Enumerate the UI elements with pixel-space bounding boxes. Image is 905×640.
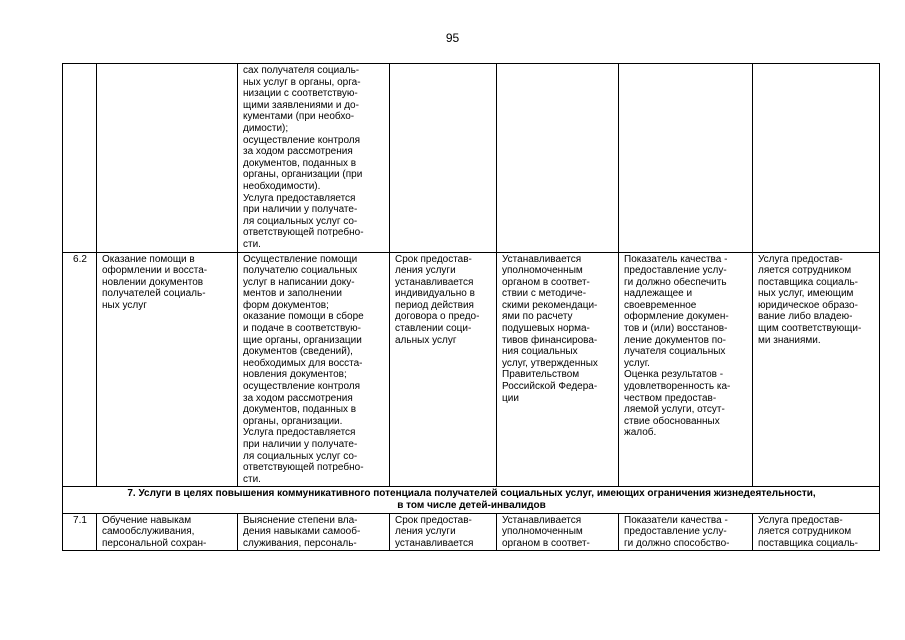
text-line: чеством предостав-	[624, 392, 717, 404]
text-line: сах получателя социаль-	[243, 65, 360, 76]
text-line: оформление докумен-	[624, 311, 729, 323]
service-conditions-cell	[753, 252, 880, 487]
text-line: органом в соответ-	[502, 537, 590, 549]
section-heading-lines	[68, 488, 875, 511]
service-norm-cell	[497, 64, 619, 253]
service-conditions-lines	[758, 254, 875, 347]
text-line: уполномоченным	[502, 265, 583, 277]
text-line: оформлении и восста-	[102, 265, 208, 277]
text-line: тивов финансирова-	[502, 334, 598, 346]
text-line: органы, организации.	[243, 415, 343, 427]
text-line: осуществление контроля	[243, 134, 361, 146]
table-row-6-2	[63, 252, 880, 487]
text-line: договора о предо-	[395, 311, 480, 323]
text-line: ных услуг	[102, 299, 147, 311]
text-line: ля социальных услуг со-	[243, 215, 358, 227]
text-line: ответствующей потребно-	[243, 227, 364, 239]
text-line: услуг, утвержденных	[502, 357, 598, 369]
text-line: устанавливается	[395, 276, 474, 288]
service-conditions-cell	[753, 64, 880, 253]
text-line: поставщика социаль-	[758, 537, 858, 549]
text-line: при наличии у получате-	[243, 439, 358, 450]
text-line: Устанавливается	[502, 253, 582, 265]
text-line: индивидуально в	[395, 288, 475, 300]
text-line: Показатели качества -	[624, 514, 728, 526]
section-heading-row	[63, 487, 880, 513]
text-line: оказание помощи в сборе	[243, 311, 364, 323]
text-line: документов, поданных в	[243, 157, 357, 169]
text-line: ции	[502, 392, 519, 404]
text-line: в том числе детей-инвалидов	[397, 499, 546, 511]
text-line: димости);	[243, 122, 289, 134]
text-line: и подаче в соответствую-	[243, 323, 361, 335]
text-line: дения навыками самооб-	[243, 526, 361, 538]
service-quality-lines	[624, 515, 748, 549]
text-line: ляется сотрудником	[758, 526, 852, 538]
text-line: 7. Услуги в целях повышения коммуникативного потенциала получателей социальных услуг, имеющих ограничения жизнедеятельности,	[127, 488, 816, 500]
service-conditions-lines	[758, 515, 875, 549]
text-line: Оценка результатов -	[624, 369, 724, 381]
service-name-cell	[97, 64, 238, 253]
text-line: новления документов;	[243, 369, 347, 381]
text-line: ствие обоснованных	[624, 415, 720, 427]
text-line: удовлетворенность ка-	[624, 381, 731, 393]
service-name-lines	[102, 254, 233, 312]
text-line: Осуществление помощи	[243, 253, 358, 265]
text-line: ных услуг в органы, орга-	[243, 76, 361, 88]
text-line: скими рекомендаци-	[502, 299, 598, 311]
text-line: ствии с методиче-	[502, 288, 587, 300]
text-line: при наличии у получате-	[243, 204, 358, 216]
text-line: ями по расчету	[502, 311, 573, 323]
text-line: Услуга предоставляется	[243, 427, 356, 439]
services-table	[62, 63, 880, 551]
text-line: уполномоченным	[502, 526, 583, 538]
text-line: документов (сведений),	[243, 346, 353, 358]
text-line: ления услуги	[395, 265, 456, 277]
text-line: низации с соответствую-	[243, 88, 358, 100]
text-line: Обучение навыкам	[102, 514, 192, 526]
section-heading	[63, 487, 880, 513]
text-line: необходимости).	[243, 180, 321, 192]
service-quality-lines	[624, 254, 748, 440]
service-description-lines	[243, 254, 385, 486]
text-line: за ходом рассмотрения	[243, 392, 353, 404]
page-number: 95	[445, 31, 460, 45]
text-line: форм документов;	[243, 299, 329, 311]
text-line: тов и (или) восстанов-	[624, 323, 728, 335]
service-norm-cell	[497, 513, 619, 550]
text-line: органом в соответ-	[502, 276, 590, 288]
service-description-lines	[243, 65, 385, 251]
text-line: альных услуг	[395, 334, 457, 346]
text-line: подушевых норма-	[502, 323, 590, 335]
text-line: услуг в написании доку-	[243, 276, 355, 288]
text-line: ляемой услуги, отсут-	[624, 404, 725, 416]
text-line: сти.	[243, 473, 261, 485]
text-line: вание либо владею-	[758, 311, 853, 323]
text-line: кументами (при необхо-	[243, 111, 355, 123]
text-line: Показатель качества -	[624, 253, 728, 265]
text-line: устанавливается	[395, 537, 474, 549]
text-line: Срок предостав-	[395, 514, 472, 526]
text-line: персональной сохран-	[102, 537, 207, 549]
text-line: предоставление услу-	[624, 526, 727, 538]
text-line: надлежащее и	[624, 288, 693, 300]
text-line: жалоб.	[624, 427, 657, 439]
text-line: ставлении соци-	[395, 323, 472, 335]
text-line: получателей социаль-	[102, 288, 206, 300]
table-row-continuation	[63, 64, 880, 253]
text-line: ответствующей потребно-	[243, 462, 364, 474]
text-line: самообслуживания,	[102, 526, 195, 538]
service-quality-cell	[619, 513, 753, 550]
service-term-lines	[395, 515, 492, 549]
text-line: предоставление услу-	[624, 265, 727, 277]
service-term-cell	[390, 64, 497, 253]
text-line: за ходом рассмотрения	[243, 146, 353, 158]
text-line: своевременное	[624, 299, 697, 311]
text-line: получателю социальных	[243, 265, 358, 277]
text-line: ления услуги	[395, 526, 456, 538]
service-term-cell	[390, 252, 497, 487]
text-line: щими заявлениями и до-	[243, 99, 359, 111]
text-line: ляется сотрудником	[758, 265, 852, 277]
text-line: ля социальных услуг со-	[243, 450, 358, 462]
text-line: сти.	[243, 238, 261, 250]
text-line: Российской Федера-	[502, 381, 598, 393]
text-line: ление документов по-	[624, 334, 727, 346]
text-line: ми знаниями.	[758, 334, 821, 346]
row-number-cell: 7.1	[63, 513, 97, 550]
text-line: поставщика социаль-	[758, 276, 858, 288]
service-term-cell	[390, 513, 497, 550]
text-line: необходимых для восста-	[243, 357, 363, 369]
text-line: Оказание помощи в	[102, 253, 195, 265]
service-name-cell	[97, 513, 238, 550]
service-norm-cell	[497, 252, 619, 487]
service-quality-cell	[619, 64, 753, 253]
service-quality-cell	[619, 252, 753, 487]
service-norm-lines	[502, 254, 614, 405]
text-line: Услуга предостав-	[758, 514, 843, 526]
service-description-cell	[238, 513, 390, 550]
service-conditions-cell	[753, 513, 880, 550]
text-line: осуществление контроля	[243, 381, 361, 393]
text-line: служивания, персональ-	[243, 537, 357, 549]
service-name-cell	[97, 252, 238, 487]
text-line: ментов и заполнении	[243, 288, 342, 300]
service-term-lines	[395, 254, 492, 347]
text-line: ния социальных	[502, 346, 578, 358]
text-line: органы, организации (при	[243, 169, 363, 181]
text-line: ги должно способство-	[624, 537, 730, 549]
service-description-cell	[238, 64, 390, 253]
text-line: Выяснение степени вла-	[243, 514, 358, 526]
table-row-7-1	[63, 513, 880, 550]
row-number-cell: 6.2	[63, 252, 97, 487]
text-line: юридическое образо-	[758, 299, 858, 311]
text-line: Услуга предостав-	[758, 253, 843, 265]
text-line: Услуга предоставляется	[243, 192, 356, 204]
text-line: щим соответствующи-	[758, 323, 862, 335]
text-line: ги должно обеспечить	[624, 276, 727, 288]
text-line: лучателя социальных	[624, 346, 726, 358]
text-line: Правительством	[502, 369, 580, 381]
text-line: документов, поданных в	[243, 404, 357, 416]
text-line: Устанавливается	[502, 514, 582, 526]
text-line: услуг.	[624, 357, 650, 369]
service-description-cell	[238, 252, 390, 487]
service-norm-lines	[502, 515, 614, 549]
text-line: Срок предостав-	[395, 253, 472, 265]
service-description-lines	[243, 515, 385, 549]
text-line: щие органы, организации	[243, 334, 362, 346]
text-line: период действия	[395, 299, 474, 311]
row-number-cell	[63, 64, 97, 253]
service-name-lines	[102, 515, 233, 549]
text-line: новлении документов	[102, 276, 204, 288]
text-line: ных услуг, имеющим	[758, 288, 854, 300]
